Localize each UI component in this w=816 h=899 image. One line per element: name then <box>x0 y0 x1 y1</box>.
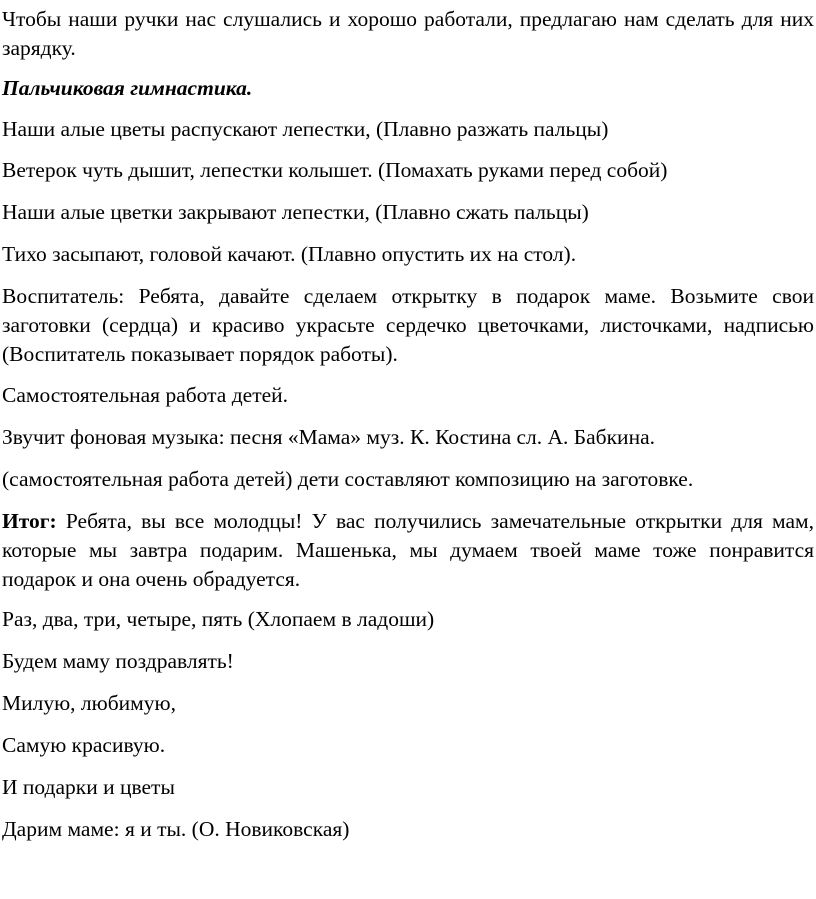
summary-label: Итог: <box>2 509 57 533</box>
teacher-paragraph: Воспитатель: Ребята, давайте сделаем открытку в подарок маме. Возьмите свои заготовки (сердца) и красиво украсьте сердечко цветочками, листочками, надписью (Воспитатель показывает порядок работы). <box>2 284 814 366</box>
rhyme2-line-4: Самую красивую. <box>2 733 166 757</box>
rhyme1-line-3: Наши алые цветки закрывают лепестки, (Плавно сжать пальцы) <box>2 200 589 224</box>
rhyme2-line-2: Будем маму поздравлять! <box>2 649 234 673</box>
section-heading: Пальчиковая гимнастика. <box>2 76 253 100</box>
summary-text: Ребята, вы все молодцы! У вас получились замечательные открытки для мам, которые мы завтра подарим. Машенька, мы думаем твоей маме тоже понравится подарок и она очень обрадуется. <box>2 509 814 591</box>
rhyme2-line-6: Дарим маме: я и ты. (О. Новиковская) <box>2 817 350 841</box>
rhyme1-line-4: Тихо засыпают, головой качают. (Плавно опустить их на стол). <box>2 242 577 266</box>
rhyme2-line-5: И подарки и цветы <box>2 775 175 799</box>
rhyme2-line-3: Милую, любимую, <box>2 691 176 715</box>
self-work-line: Самостоятельная работа детей. <box>2 383 289 407</box>
rhyme2-line-1: Раз, два, три, четыре, пять (Хлопаем в ладоши) <box>2 607 435 631</box>
composition-line: (самостоятельная работа детей) дети составляют композицию на заготовке. <box>2 467 694 491</box>
rhyme1-line-1: Наши алые цветы распускают лепестки, (Плавно разжать пальцы) <box>2 117 609 141</box>
intro-paragraph: Чтобы наши ручки нас слушались и хорошо работали, предлагаю нам сделать для них зарядку. <box>2 7 814 60</box>
summary-paragraph <box>2 507 814 594</box>
rhyme1-line-2: Ветерок чуть дышит, лепестки колышет. (Помахать руками перед собой) <box>2 158 668 182</box>
music-line: Звучит фоновая музыка: песня «Мама» муз. К. Костина сл. А. Бабкина. <box>2 425 655 449</box>
